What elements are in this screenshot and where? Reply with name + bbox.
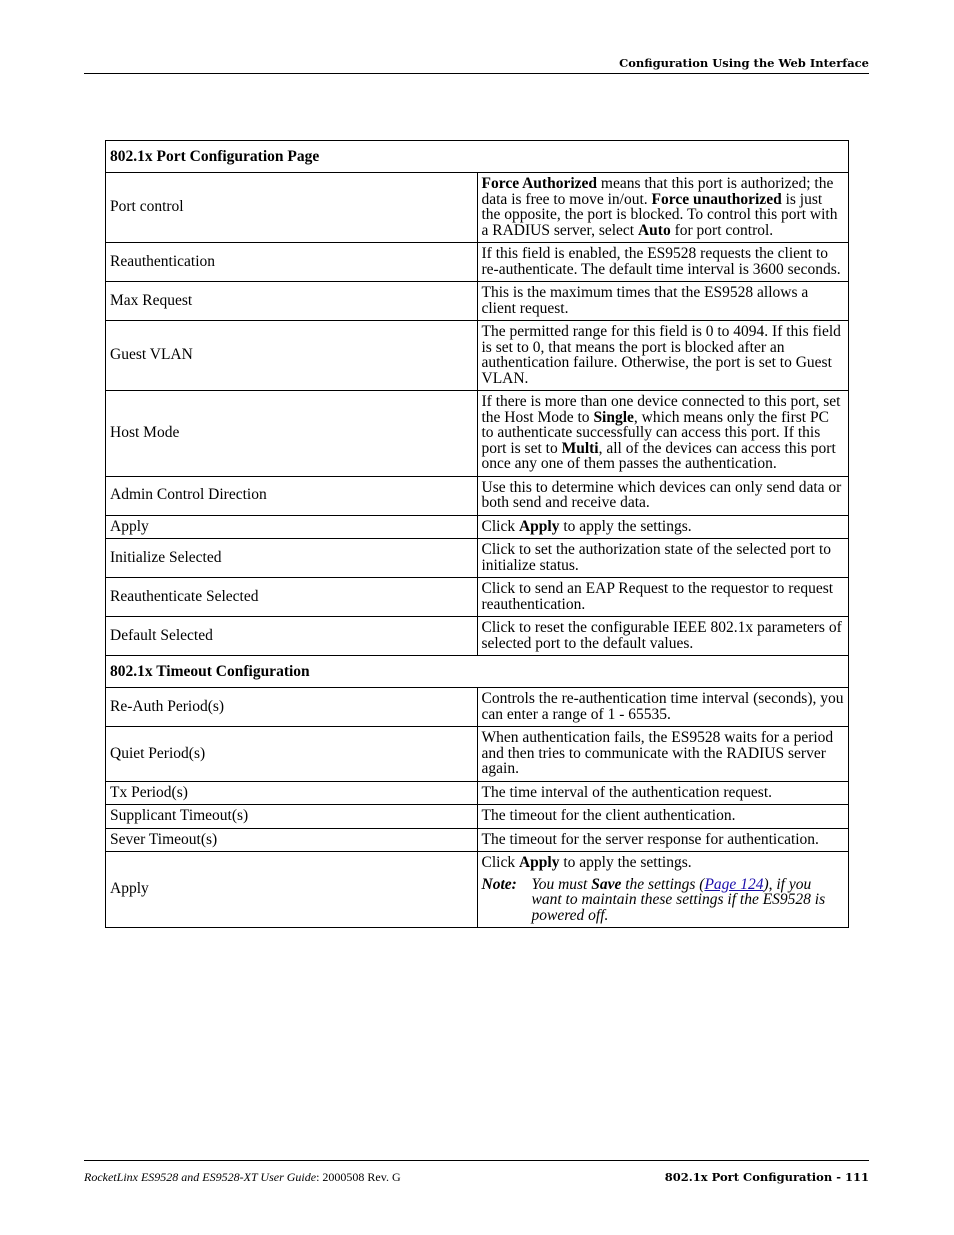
description-text <box>482 832 845 848</box>
text-segment: to apply the settings. <box>559 854 692 871</box>
text-segment: Click <box>481 854 519 871</box>
field-name: Default Selected <box>106 617 478 656</box>
field-name: Guest VLAN <box>106 321 478 391</box>
description-text <box>482 730 845 777</box>
bold-term: Force unauthorized <box>651 190 782 208</box>
table-row <box>106 282 849 321</box>
field-name: Apply <box>106 852 478 928</box>
section-header-row <box>106 656 849 688</box>
field-name: Supplicant Timeout(s) <box>106 805 478 829</box>
text-segment: Click to reset the configurable IEEE 802.1x parameters of selected port to the default values. <box>481 619 842 652</box>
table-row <box>106 727 849 782</box>
field-name: Quiet Period(s) <box>106 727 478 782</box>
running-header-title: Configuration Using the Web Interface <box>619 56 869 70</box>
field-description <box>477 515 849 539</box>
table-row <box>106 391 849 477</box>
footer-guide-name: RocketLinx ES9528 and ES9528-XT User Guide <box>84 1170 317 1184</box>
description-text <box>482 691 845 722</box>
note-text-segment: ), if you want to maintain these settings if the ES9528 is powered off. <box>531 875 826 924</box>
text-segment: If there is more than one device connected to this port, set the Host Mode to <box>481 393 841 426</box>
field-description <box>477 243 849 282</box>
field-description <box>477 539 849 578</box>
description-text <box>482 855 845 871</box>
section-header-row <box>106 141 849 173</box>
description-text <box>482 519 845 535</box>
description-text <box>482 620 845 651</box>
text-segment: Use this to determine which devices can only send data or both send and receive data. <box>481 478 842 511</box>
field-description <box>477 781 849 805</box>
field-description <box>477 476 849 515</box>
table-row <box>106 578 849 617</box>
field-description <box>477 805 849 829</box>
text-segment: , which means only the first PC to authenticate successfully can access this port. If this port is set to <box>481 408 829 457</box>
text-segment: When authentication fails, the ES9528 waits for a period and then tries to communicate with the RADIUS server again. <box>481 729 834 777</box>
table-row <box>106 539 849 578</box>
field-name: Host Mode <box>106 391 478 477</box>
table-row <box>106 805 849 829</box>
field-description <box>477 617 849 656</box>
table-row <box>106 173 849 243</box>
footer-doc-rev: : 2000508 Rev. G <box>316 1170 401 1184</box>
description-text <box>482 581 845 612</box>
field-name: Reauthentication <box>106 243 478 282</box>
footer-rule <box>84 1160 869 1161</box>
text-segment: Click <box>481 517 519 535</box>
note-text-segment: You must <box>531 875 592 893</box>
text-segment: The timeout for the client authentication. <box>481 807 736 824</box>
table-row <box>106 321 849 391</box>
field-description <box>477 321 849 391</box>
bold-term: Apply <box>518 854 560 871</box>
text-segment: The permitted range for this field is 0 to 4094. If this field is set to 0, that means the port is blocked after an authentication failure. Otherwise, the port is set to Guest VLAN. <box>481 323 841 387</box>
field-name: Apply <box>106 515 478 539</box>
description-text <box>482 246 845 277</box>
note-label: Note: <box>481 875 517 893</box>
note-text <box>532 877 845 924</box>
text-segment: for port control. <box>670 221 774 239</box>
table-row <box>106 828 849 852</box>
note-bold-term: Save <box>591 875 622 893</box>
section-title: 802.1x Port Configuration Page <box>106 141 849 173</box>
field-description <box>477 578 849 617</box>
field-name: Sever Timeout(s) <box>106 828 478 852</box>
field-name: Tx Period(s) <box>106 781 478 805</box>
table-row <box>106 476 849 515</box>
text-segment: Click to send an EAP Request to the requestor to request reauthentication. <box>481 580 834 613</box>
description-text <box>482 808 845 824</box>
table-row <box>106 243 849 282</box>
field-name: Port control <box>106 173 478 243</box>
table-row <box>106 515 849 539</box>
text-segment: , all of the devices can access this port once any one of them passes the authentication. <box>481 439 836 472</box>
table-row <box>106 617 849 656</box>
field-description <box>477 828 849 852</box>
text-segment: is just the opposite, the port is blocked. To control this port with a RADIUS server, select <box>481 190 838 239</box>
config-table-body <box>106 141 849 928</box>
bold-term: Multi <box>561 439 599 457</box>
field-description <box>477 391 849 477</box>
footer-guide-title <box>84 1170 401 1185</box>
description-text <box>482 785 845 801</box>
description-text <box>482 176 845 238</box>
field-description <box>477 282 849 321</box>
field-name: Initialize Selected <box>106 539 478 578</box>
section-title: 802.1x Timeout Configuration <box>106 656 849 688</box>
field-description <box>477 852 849 928</box>
note-block <box>482 877 845 924</box>
field-name: Reauthenticate Selected <box>106 578 478 617</box>
description-text <box>482 285 845 316</box>
bold-term: Force Authorized <box>481 175 598 192</box>
field-description <box>477 173 849 243</box>
text-segment: The time interval of the authentication request. <box>481 783 773 801</box>
field-description <box>477 727 849 782</box>
table-row <box>106 688 849 727</box>
description-text <box>482 542 845 573</box>
page-link[interactable]: Page 124 <box>704 875 764 893</box>
bold-term: Apply <box>518 517 560 535</box>
text-segment: to apply the settings. <box>559 517 692 535</box>
field-name: Re-Auth Period(s) <box>106 688 478 727</box>
text-segment: The timeout for the server response for authentication. <box>481 830 819 848</box>
description-text <box>482 480 845 511</box>
description-text <box>482 324 845 386</box>
config-table <box>105 140 849 928</box>
text-segment: Click to set the authorization state of the selected port to initialize status. <box>481 541 832 574</box>
field-name: Max Request <box>106 282 478 321</box>
text-segment: means that this port is authorized; the data is free to move in/out. <box>481 175 834 208</box>
table-row <box>106 852 849 928</box>
table-row <box>106 781 849 805</box>
field-description <box>477 688 849 727</box>
header-rule <box>84 73 869 74</box>
field-name: Admin Control Direction <box>106 476 478 515</box>
text-segment: This is the maximum times that the ES9528 allows a client request. <box>481 284 809 317</box>
description-text <box>482 394 845 472</box>
note-text-segment: the settings ( <box>621 875 705 893</box>
text-segment: Controls the re-authentication time interval (seconds), you can enter a range of 1 - 65535. <box>481 690 844 723</box>
bold-term: Auto <box>637 221 671 239</box>
footer-page-label: 802.1x Port Configuration - 111 <box>664 1170 869 1184</box>
bold-term: Single <box>593 408 634 426</box>
text-segment: If this field is enabled, the ES9528 requests the client to re-authenticate. The default time interval is 3600 seconds. <box>481 245 841 278</box>
